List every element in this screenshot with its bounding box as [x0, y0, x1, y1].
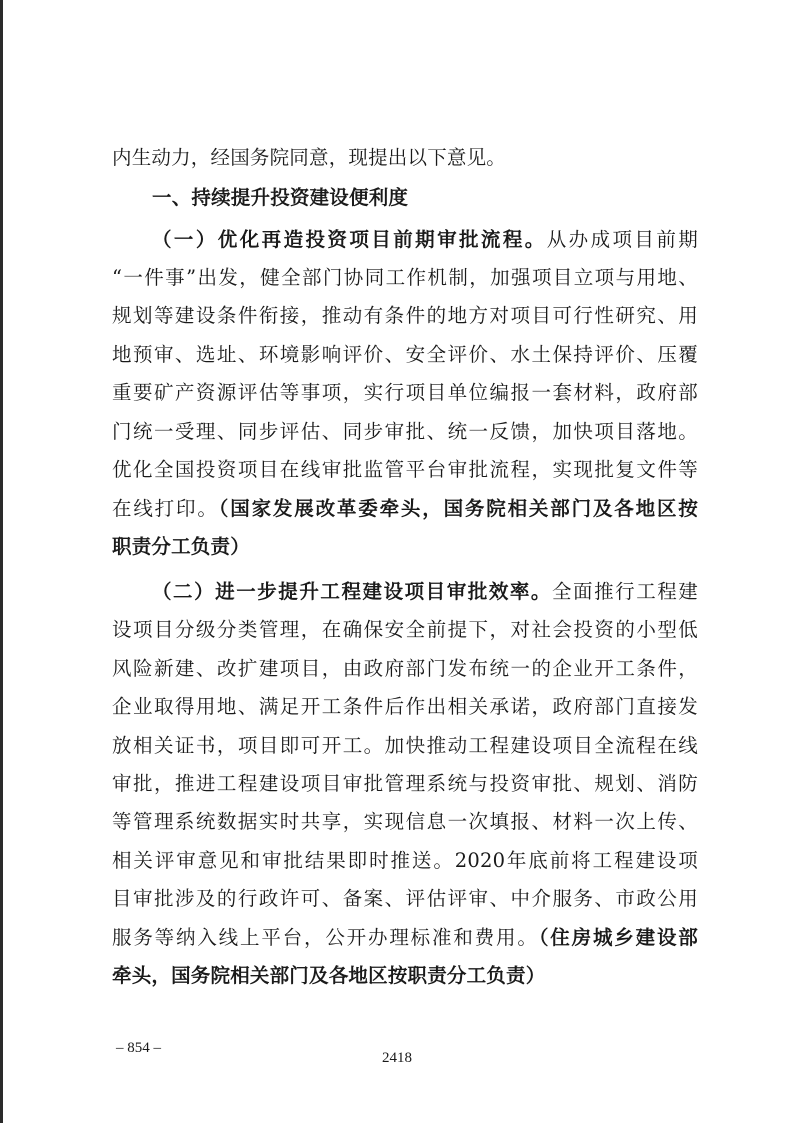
line-text: 在线打印。 — [112, 497, 219, 520]
line-text: 目审批涉及的行政许可、备案、评估评审、中介服务、市政公用 — [112, 887, 698, 910]
line-text: 放相关证书，项目即可开工。加快推动工程建设项目全流程在线 — [112, 734, 698, 757]
text-line-8 — [112, 415, 698, 449]
text-line-5 — [112, 299, 698, 333]
line-text: 内生动力，经国务院同意，现提出以下意见。 — [112, 146, 507, 169]
line-text: 地预审、选址、环境影响评价、安全评价、水土保持评价、压覆 — [112, 343, 698, 366]
text-line-14 — [112, 652, 698, 686]
text-line-12 — [152, 575, 698, 609]
line-text: 风险新建、改扩建项目，由政府部门发布统一的企业开工条件， — [112, 657, 698, 680]
text-line-11 — [112, 530, 698, 564]
subheading-one: （一）优化再造投资项目前期审批流程。 — [152, 228, 547, 251]
scan-page-number: 2418 — [382, 1050, 412, 1066]
text-line-13 — [112, 613, 698, 647]
text-line-4 — [112, 261, 698, 295]
responsibility-note: 牵头，国务院相关部门及各地区按职责分工负责） — [112, 964, 546, 987]
line-text: 从办成项目前期 — [546, 228, 698, 251]
responsibility-note: （国家发展改革委牵头，国务院相关部门及各地区按 — [218, 497, 698, 520]
line-text: 规划等建设条件衔接，推动有条件的地方对项目可行性研究、用 — [112, 304, 698, 327]
text-line-20 — [112, 882, 698, 916]
text-line-16 — [112, 729, 698, 763]
line-text: 重要矿产资源评估等事项，实行项目单位编报一套材料，政府部 — [112, 381, 698, 404]
line-text: “一件事”出发，健全部门协同工作机制，加强项目立项与用地、 — [112, 266, 698, 289]
line-text: 企业取得用地、满足开工条件后作出相关承诺，政府部门直接发 — [112, 695, 698, 718]
text-line-18 — [112, 805, 698, 839]
text-line-9 — [112, 453, 698, 487]
subheading-two: （二）进一步提升工程建设项目审批效率。 — [152, 580, 552, 603]
line-text: 门统一受理、同步评估、同步审批、统一反馈，加快项目落地。 — [112, 420, 698, 443]
heading-text: 一、持续提升投资建设便利度 — [152, 186, 409, 209]
line-text: 优化全国投资项目在线审批监管平台审批流程，实现批复文件等 — [112, 458, 698, 481]
line-text: 设项目分级分类管理，在确保安全前提下，对社会投资的小型低 — [112, 618, 698, 641]
text-line-6 — [112, 338, 698, 372]
text-line-21 — [112, 921, 698, 955]
line-text: 等管理系统数据实时共享，实现信息一次填报、材料一次上传、 — [112, 810, 698, 833]
text-line-15 — [112, 690, 698, 724]
text-line-17 — [112, 767, 698, 801]
section-heading — [152, 181, 698, 215]
text-line-19 — [112, 844, 698, 878]
responsibility-note: （住房城乡建设部 — [538, 926, 698, 949]
text-line-10 — [112, 492, 698, 526]
line-text: 审批，推进工程建设项目审批管理系统与投资审批、规划、消防 — [112, 772, 698, 795]
responsibility-note: 职责分工负责） — [112, 535, 250, 558]
text-line-7 — [112, 376, 698, 410]
text-line-22 — [112, 959, 698, 993]
text-line-3 — [152, 223, 698, 257]
printed-page-number: – 854 – — [116, 1040, 161, 1056]
line-text: 服务等纳入线上平台，公开办理标准和费用。 — [112, 926, 539, 949]
line-text: 相关评审意见和审批结果即时推送。2020年底前将工程建设项 — [112, 849, 698, 872]
page-left-edge — [0, 0, 3, 1123]
line-text: 全面推行工程建 — [551, 580, 698, 603]
text-line-1 — [112, 141, 698, 175]
